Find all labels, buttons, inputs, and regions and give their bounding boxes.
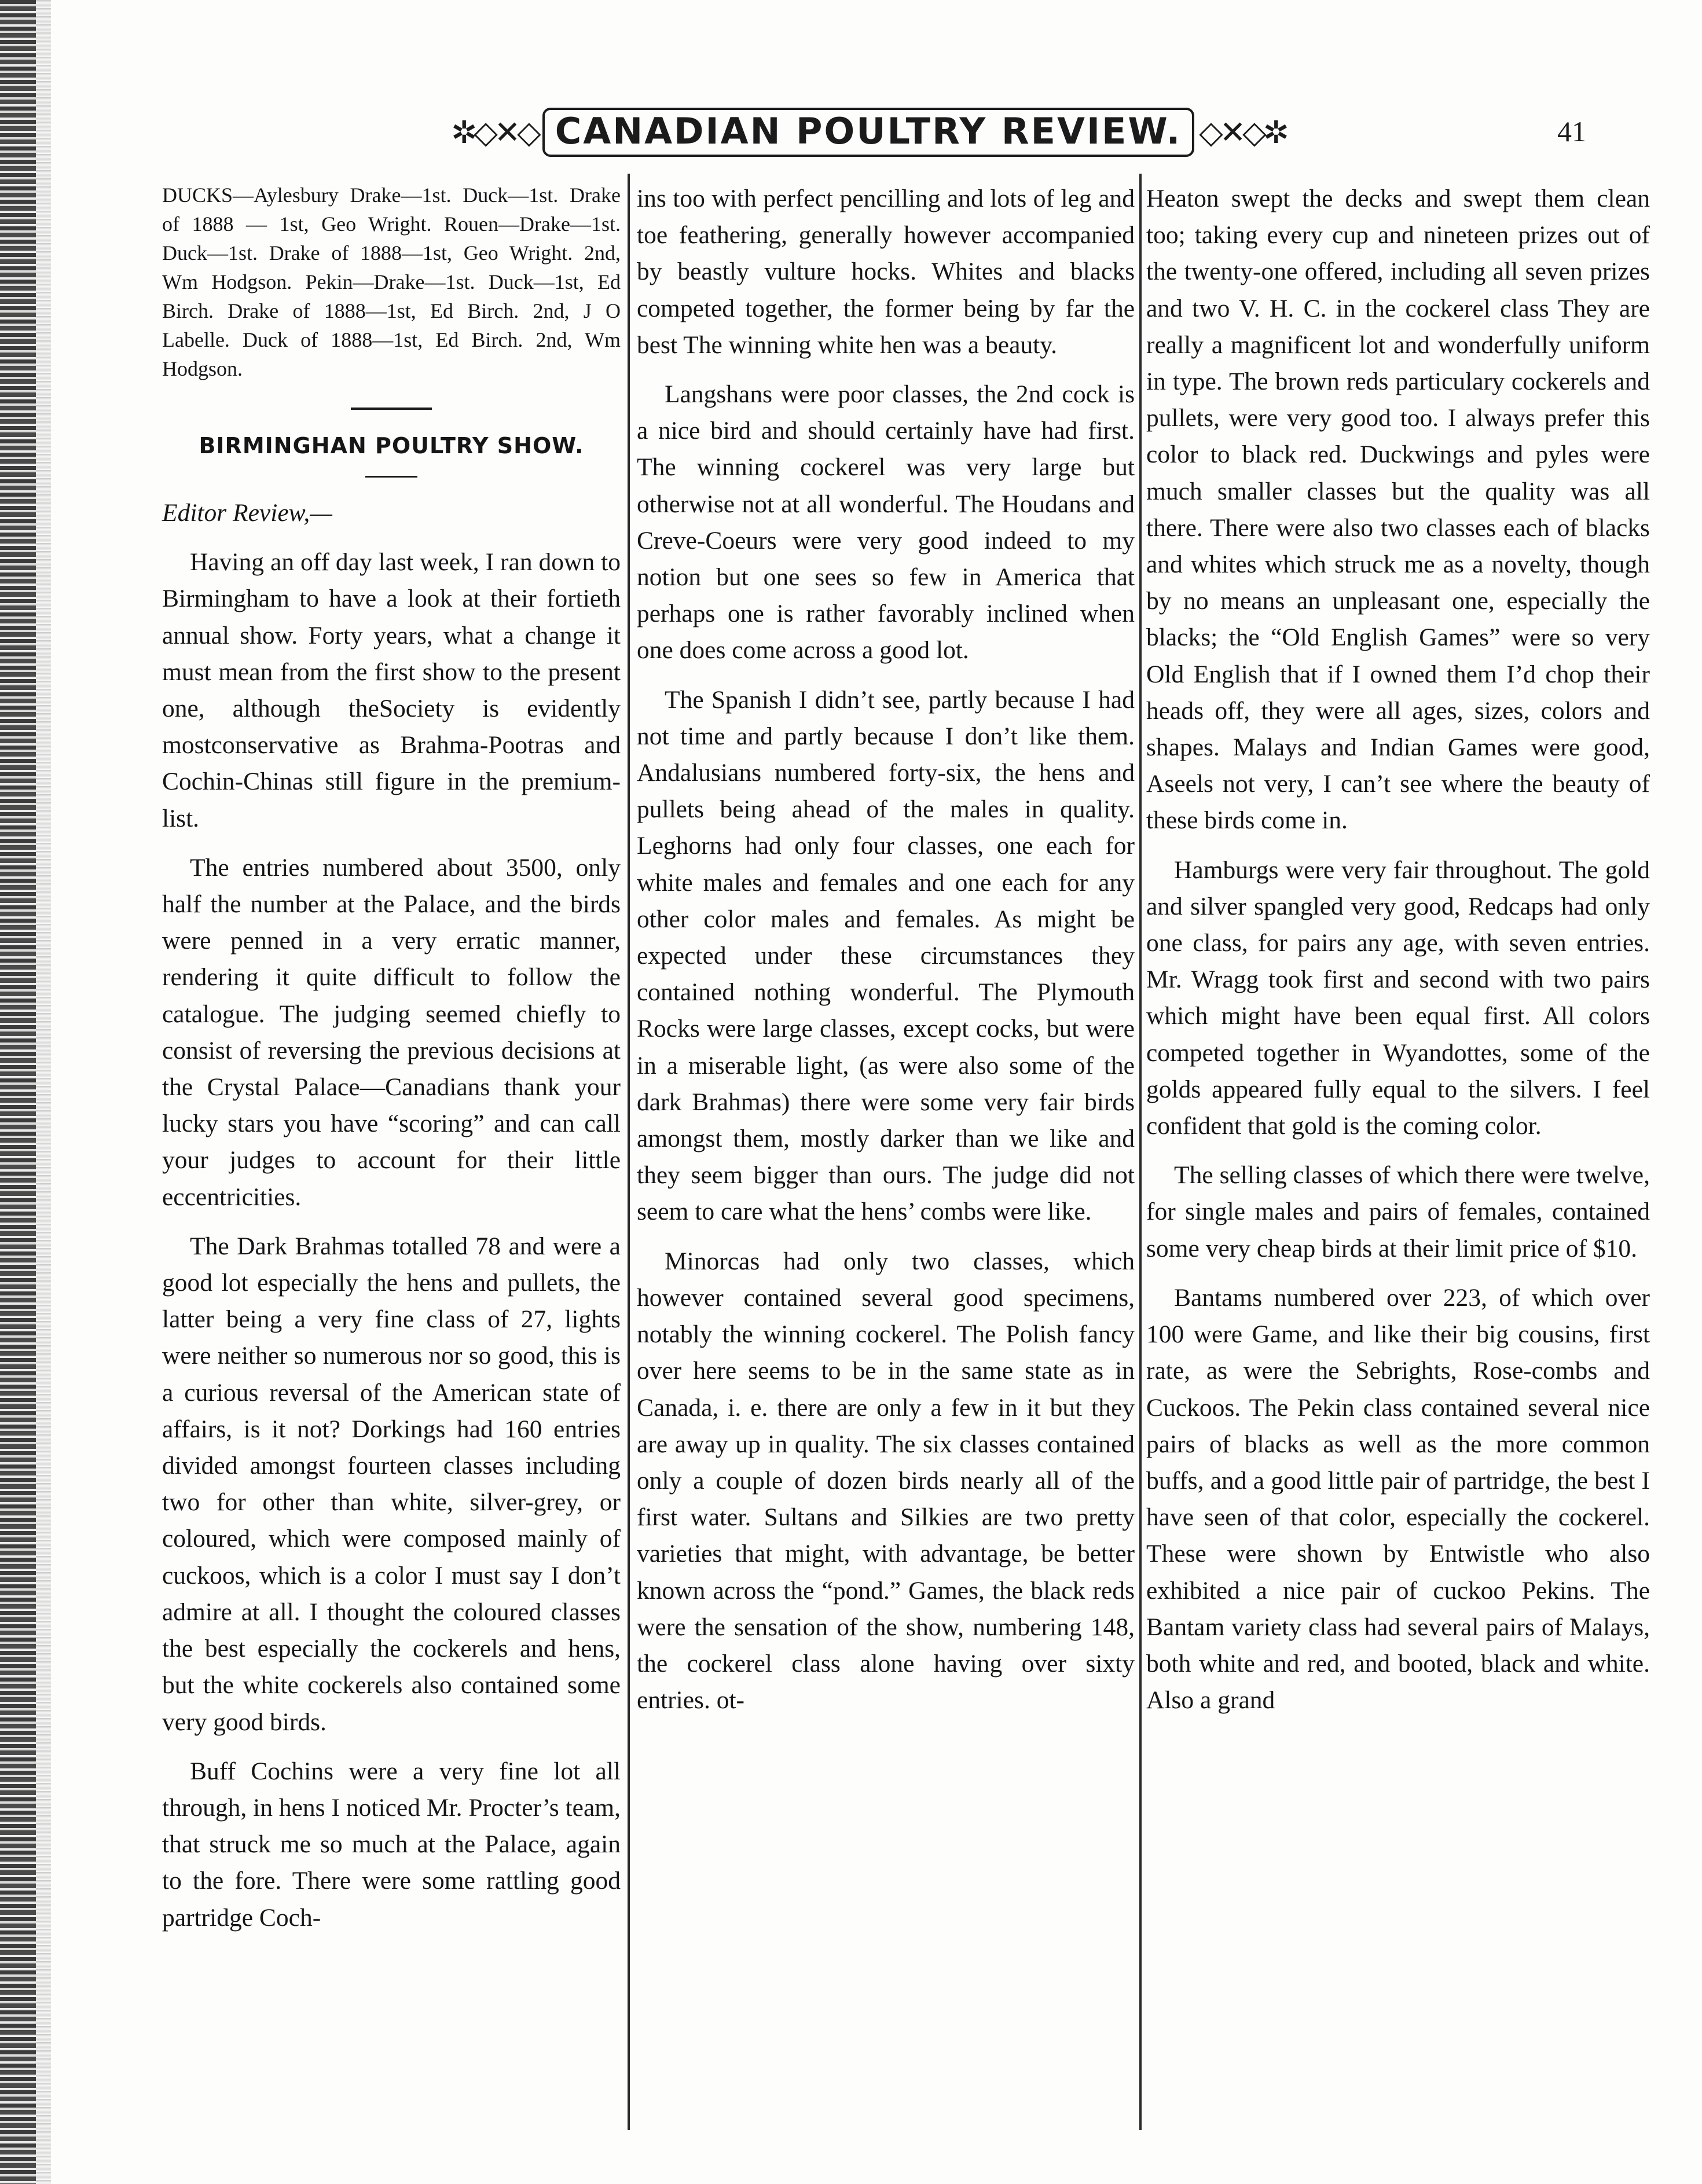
paragraph: Having an off day last week, I ran down to Birmingham to have a look at their fortieth annual show. Forty years, what a change it must mean from the first show to the present one, although theSociety is evidently mostconservative as Brahma-Pootras and Cochin-Chinas still figure in the premium-list. xyxy=(162,548,621,832)
scan-edge-gradient xyxy=(36,0,51,2184)
paragraph: ins too with perfect pencilling and lots of leg and toe feathering, generally however accompanied by beastly vulture hocks. Whites and blacks competed together, the former being by far the best The winning white hen was a beauty. xyxy=(637,185,1135,359)
page-number: 41 xyxy=(1557,115,1586,148)
ornament-left: ✲◇✕◇ xyxy=(451,113,538,151)
paragraph: The entries numbered about 3500, only half the number at the Palace, and the birds were penned in a very erratic manner, rendering it quite difficult to follow the catalogue. The judging seemed chiefly to consist of reversing the previous decisions at the Crystal Palace—Canadians thank your lucky stars you have “scoring” and can call your judges to account for their little eccentricities. xyxy=(162,853,621,1211)
paragraph: Heaton swept the decks and swept them clean too; taking every cup and nineteen prizes out of the twenty-one offered, including all seven prizes and two V. H. C. in the cockerel class They are really a magnificent lot and wonderfully uniform in type. The brown reds particulary cockerels and pullets, were very good too. I always prefer this color to black red. Duckwings and pyles were much smaller classes but the quality was all there. There were also two classes each of blacks and whites which struck me as a novelty, though by no means an unpleasant one, especially the blacks; the “Old English Games” were so very Old English that if I owned them I’d chop their heads off, they were all ages, sizes, colors and shapes. Malays and Indian Games were good, Aseels not very, I can’t see where the beauty of these birds come in. xyxy=(1146,185,1650,835)
column-2 xyxy=(637,181,1135,1719)
paragraph: The Spanish I didn’t see, partly because I had not time and partly because I don’t like them. Andalusians numbered forty-six, the hens and pullets being ahead of the males in quality. Leghorns had only four classes, one each for white males and females and one each for any other color males and females. As might be expected under these circumstances they contained nothing wonderful. The Plymouth Rocks were large classes, except cocks, but were in a miserable light, (as were also some of the dark Brahmas) there were some very fair birds amongst them, mostly darker than we like and they seem bigger than ours. The judge did not seem to care what the hens’ combs were like. xyxy=(637,685,1135,1226)
paragraph: Hamburgs were very fair throughout. The gold and silver spangled very good, Redcaps had only one class, for pairs any age, with seven entries. Mr. Wragg took first and second with two pairs which might have been equal first. All colors competed together in Wyandottes, some of the golds appeared fully equal to the silvers. I feel confident that gold is the coming color. xyxy=(1146,856,1650,1140)
column-3 xyxy=(1146,181,1650,1719)
ornament-right: ◇✕◇✲ xyxy=(1199,113,1286,151)
paragraph: Bantams numbered over 223, of which over 100 were Game, and like their big cousins, first rate, as were the Sebrights, Rose-combs and Cuckoos. The Pekin class contained several nice pairs of blacks as well as the more common buffs, and a good little pair of partridge, the best I have seen of that color, especially the cockerel. These were shown by Entwistle who also exhibited a nice pair of cuckoo Pekins. The Bantam variety class had several pairs of Malays, both white and red, and booted, black and white. Also a grand xyxy=(1146,1283,1650,1715)
section-separator xyxy=(351,408,432,410)
masthead-title: CANADIAN POULTRY REVIEW. xyxy=(542,108,1195,157)
paragraph: The Dark Brahmas totalled 78 and were a good lot especially the hens and pullets, the latter being a very fine class of 27, lights were neither so numerous nor so good, this is a curious reversal of the American state of affairs, is it not? Dorkings had 160 entries divided amongst fourteen classes including two for other than white, silver-grey, or coloured, which were composed mainly of cuckoos, which is a color I must say I don’t admire at all. I thought the coloured classes the best especially the cockerels and hens, but the white cockerels also contained some very good birds. xyxy=(162,1232,621,1736)
column-1 xyxy=(162,181,621,1936)
scan-edge-shadow xyxy=(0,0,36,2184)
paragraph: The selling classes of which there were twelve, for single males and pairs of females, contained some very cheap birds at their limit price of $10. xyxy=(1146,1161,1650,1262)
paragraph: Langshans were poor classes, the 2nd cock is a nice bird and should certainly have had first. The winning cockerel was very large but otherwise not at all wonderful. The Houdans and Creve-Coeurs were very good indeed to my notion but one sees so few in America that perhaps one is rather favorably inclined when one does come across a good lot. xyxy=(637,380,1135,665)
article-title: BIRMINGHAN POULTRY SHOW. xyxy=(199,433,584,458)
duck-results: DUCKS—Aylesbury Drake—1st. Duck—1st. Drake of 1888 — 1st, Geo Wright. Rouen—Drake—1st. Duck—1st. Drake of 1888—1st, Geo Wright. 2nd, Wm Hodgson. Pekin—Drake—1st. Duck—1st, Ed Birch. Drake of 1888—1st, Ed Birch. 2nd, J O Labelle. Duck of 1888—1st, Ed Birch. 2nd, Wm Hodgson. xyxy=(162,183,621,380)
column-divider-right xyxy=(1139,174,1142,2130)
paragraph: Minorcas had only two classes, which however contained several good specimens, notably the winning cockerel. The Polish fancy over here seems to be in the same state as in Canada, i. e. there are only a few in it but they are away up in quality. The six classes contained only a couple of dozen birds nearly all of the first water. Sultans and Silkies are two pretty varieties that might, with advantage, be better known across the “pond.” Games, the black reds were the sensation of the show, numbering 148, the cockerel class alone having over sixty entries. ot- xyxy=(637,1247,1135,1715)
column-divider-left xyxy=(628,174,630,2130)
paragraph: Buff Cochins were a very fine lot all through, in hens I noticed Mr. Procter’s team, that struck me so much at the Palace, again to the fore. There were some rattling good partridge Coch- xyxy=(162,1757,621,1932)
title-dash xyxy=(365,476,417,478)
salutation: Editor Review,— xyxy=(162,499,332,527)
masthead xyxy=(451,102,1286,162)
